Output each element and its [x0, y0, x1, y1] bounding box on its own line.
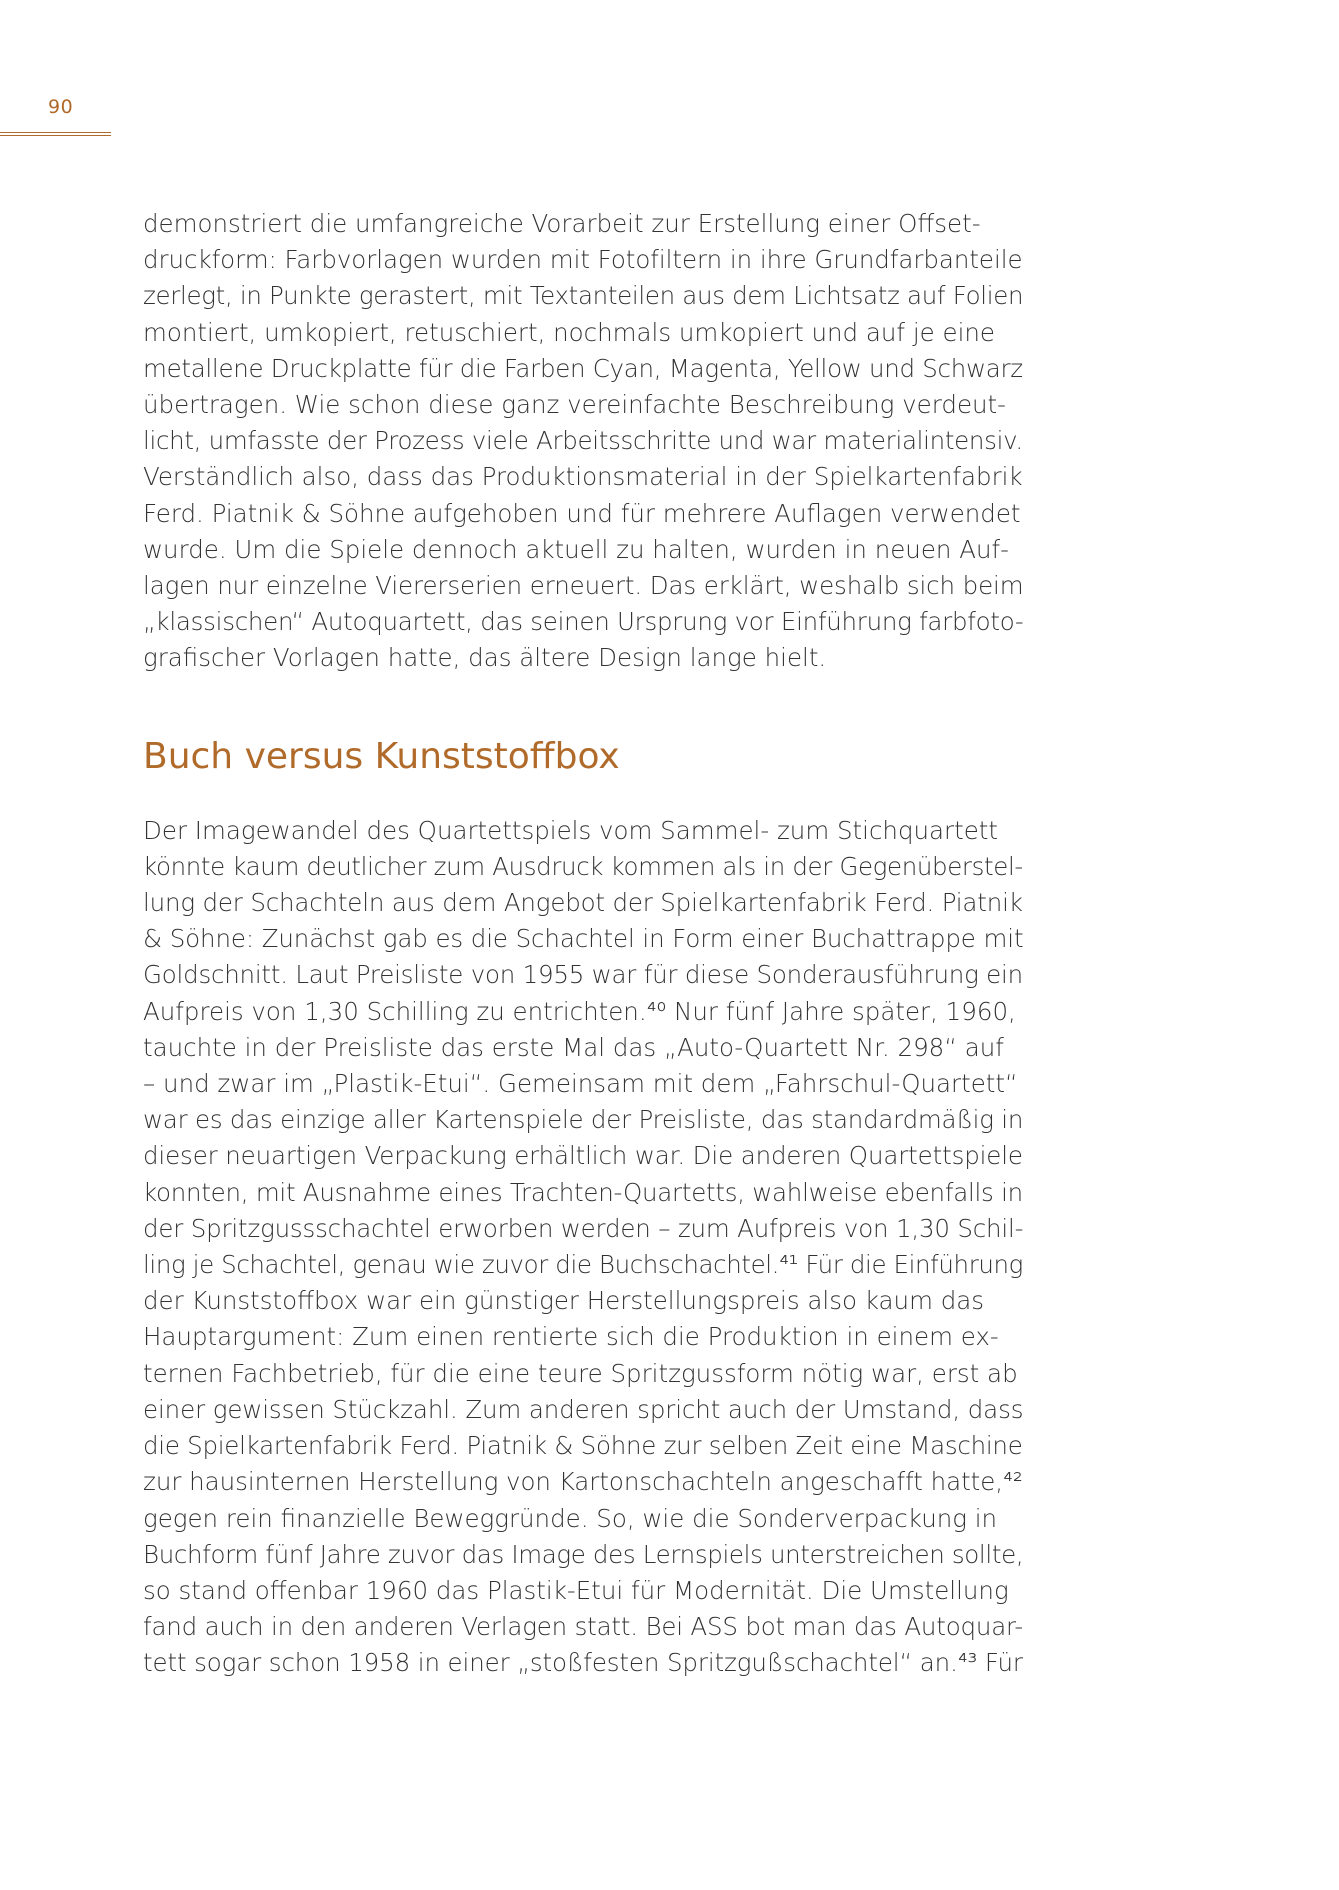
- text-line: grafischer Vorlagen hatte, das ältere Design lange hielt.: [143, 643, 827, 673]
- text-line: könnte kaum deutlicher zum Ausdruck kommen als in der Gegenüberstel-: [143, 851, 1023, 881]
- text-line: der Spritzgussschachtel erworben werden – zum Aufpreis von 1,30 Schil-: [143, 1213, 1024, 1243]
- section-heading: Buch versus Kunststoffbox: [143, 735, 620, 777]
- page-number: 90: [48, 96, 74, 118]
- header-rule: [0, 132, 111, 136]
- text-line: demonstriert die umfangreiche Vorarbeit zur Erstellung einer Offset-: [143, 209, 981, 238]
- text-line: die Spielkartenfabrik Ferd. Piatnik & Söhne zur selben Zeit eine Maschine: [143, 1431, 1023, 1461]
- text-line: metallene Druckplatte für die Farben Cyan, Magenta, Yellow und Schwarz: [143, 353, 1023, 383]
- text-line: & Söhne: Zunächst gab es die Schachtel in Form einer Buchattrappe mit: [143, 924, 1024, 954]
- text-line: ling je Schachtel, genau wie zuvor die Buchschachtel.⁴¹ Für die Einführung: [143, 1250, 1023, 1280]
- text-line: wurde. Um die Spiele dennoch aktuell zu halten, wurden in neuen Auf-: [143, 534, 1009, 564]
- text-line: Goldschnitt. Laut Preisliste von 1955 war für diese Sonderausführung ein: [143, 960, 1023, 990]
- body-paragraph-1: [143, 206, 1023, 677]
- text-line: Hauptargument: Zum einen rentierte sich die Produktion in einem ex-: [143, 1322, 999, 1352]
- text-line: zerlegt, in Punkte gerastert, mit Textanteilen aus dem Lichtsatz auf Folien: [143, 281, 1024, 311]
- text-line: „klassischen“ Autoquartett, das seinen Ursprung vor Einführung farbfoto-: [143, 607, 1024, 637]
- text-line: zur hausinternen Herstellung von Kartonschachteln angeschafft hatte,⁴²: [143, 1467, 1023, 1497]
- text-line: lagen nur einzelne Viererserien erneuert. Das erklärt, weshalb sich beim: [143, 571, 1024, 601]
- text-line: war es das einzige aller Kartenspiele der Preisliste, das standardmäßig in: [143, 1105, 1024, 1135]
- text-line: ternen Fachbetrieb, für die eine teure Spritzgussform nötig war, erst ab: [143, 1358, 1018, 1388]
- text-line: gegen rein finanzielle Beweggründe. So, wie die Sonderverpackung in: [143, 1503, 998, 1533]
- text-column: [143, 206, 1023, 1682]
- text-line: fand auch in den anderen Verlagen statt. Bei ASS bot man das Autoquar-: [143, 1612, 1024, 1642]
- text-line: so stand offenbar 1960 das Plastik-Etui für Modernität. Die Umstellung: [143, 1575, 1009, 1605]
- text-line: lung der Schachteln aus dem Angebot der Spielkartenfabrik Ferd. Piatnik: [143, 888, 1023, 918]
- text-line: montiert, umkopiert, retuschiert, nochmals umkopiert und auf je eine: [143, 317, 995, 347]
- text-line: konnten, mit Ausnahme eines Trachten-Quartetts, wahlweise ebenfalls in: [143, 1177, 1023, 1207]
- text-line: dieser neuartigen Verpackung erhältlich war. Die anderen Quartettspiele: [143, 1141, 1023, 1171]
- text-line: einer gewissen Stückzahl. Zum anderen spricht auch der Umstand, dass: [143, 1394, 1024, 1424]
- text-line: Der Imagewandel des Quartettspiels vom Sammel- zum Stichquartett: [143, 815, 999, 845]
- text-line: der Kunststoffbox war ein günstiger Herstellungspreis also kaum das: [143, 1286, 985, 1316]
- text-line: Verständlich also, dass das Produktionsmaterial in der Spielkartenfabrik: [143, 462, 1023, 492]
- text-line: tett sogar schon 1958 in einer „stoßfesten Spritzgußschachtel“ an.⁴³ Für: [143, 1648, 1023, 1678]
- body-paragraph-2: [143, 813, 1023, 1682]
- text-line: Buchform fünf Jahre zuvor das Image des Lernspiels unterstreichen sollte,: [143, 1539, 1024, 1569]
- text-line: Ferd. Piatnik & Söhne aufgehoben und für mehrere Auflagen verwendet: [143, 498, 1021, 528]
- text-line: druckform: Farbvorlagen wurden mit Fotofiltern in ihre Grundfarbanteile: [143, 245, 1023, 275]
- text-line: – und zwar im „Plastik-Etui“. Gemeinsam mit dem „Fahrschul-Quartett“: [143, 1069, 1018, 1099]
- text-line: licht, umfasste der Prozess viele Arbeitsschritte und war materialintensiv.: [143, 426, 1023, 456]
- text-line: Aufpreis von 1,30 Schilling zu entrichten.⁴⁰ Nur fünf Jahre später, 1960,: [143, 996, 1016, 1026]
- text-line: übertragen. Wie schon diese ganz vereinfachte Beschreibung verdeut-: [143, 390, 1006, 420]
- text-line: tauchte in der Preisliste das erste Mal das „Auto-Quartett Nr. 298“ auf: [143, 1032, 1004, 1062]
